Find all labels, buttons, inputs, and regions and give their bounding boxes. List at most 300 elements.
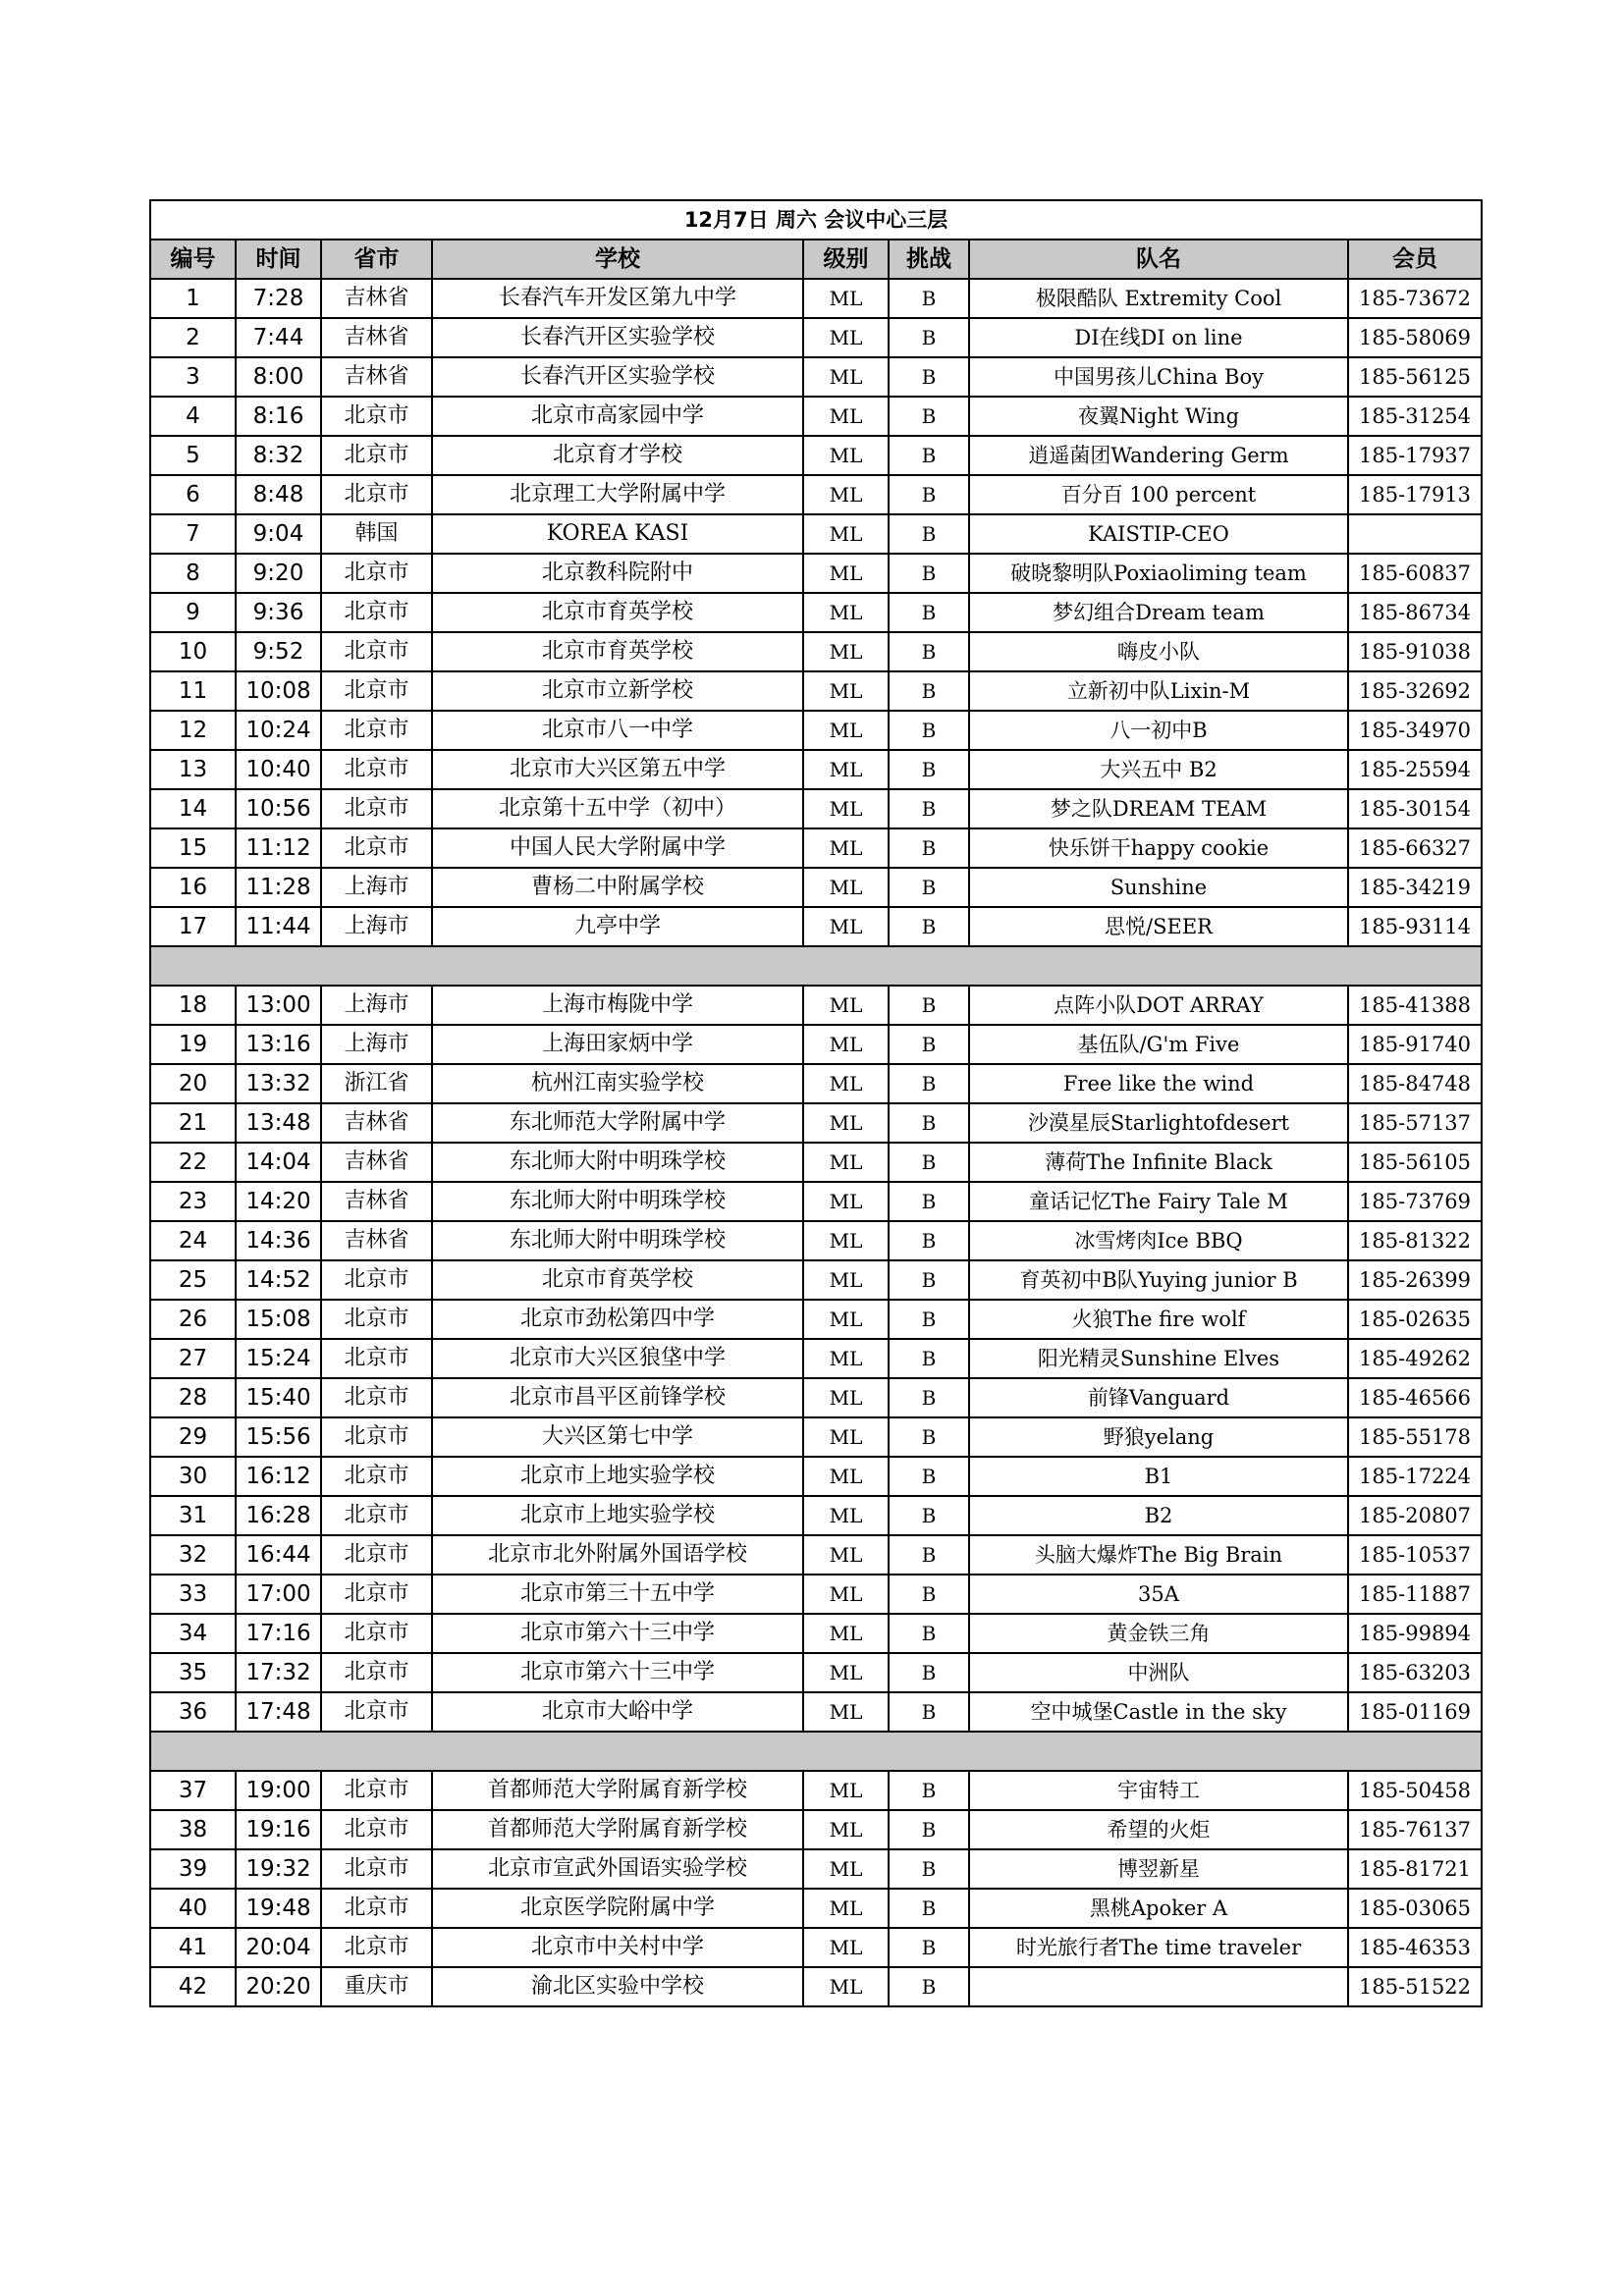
table-row	[150, 318, 1482, 357]
cell-time: 11:28	[236, 868, 321, 907]
cell-number: 20	[150, 1064, 236, 1103]
cell-school: 东北师大附中明珠学校	[432, 1182, 803, 1221]
cell-member: 185-86734	[1348, 593, 1482, 632]
cell-number: 39	[150, 1849, 236, 1889]
cell-team: 点阵小队DOT ARRAY	[969, 986, 1348, 1025]
cell-level: ML	[803, 1182, 889, 1221]
cell-province: 北京市	[321, 1810, 432, 1849]
cell-level: ML	[803, 593, 889, 632]
cell-challenge: B	[889, 1378, 969, 1417]
title-row	[150, 200, 1482, 240]
cell-member	[1348, 514, 1482, 554]
cell-province: 上海市	[321, 1025, 432, 1064]
cell-level: ML	[803, 711, 889, 750]
cell-team: 黑桃Apoker A	[969, 1889, 1348, 1928]
cell-challenge: B	[889, 1417, 969, 1457]
cell-school: KOREA KASI	[432, 514, 803, 554]
cell-member: 185-10537	[1348, 1535, 1482, 1575]
table-row	[150, 1535, 1482, 1575]
cell-province: 北京市	[321, 828, 432, 868]
break-row	[150, 946, 1482, 986]
cell-member: 185-50458	[1348, 1771, 1482, 1810]
cell-school: 东北师大附中明珠学校	[432, 1221, 803, 1260]
cell-level: ML	[803, 318, 889, 357]
cell-school: 北京教科院附中	[432, 554, 803, 593]
break-cell	[150, 946, 1482, 986]
cell-challenge: B	[889, 475, 969, 514]
cell-team: B1	[969, 1457, 1348, 1496]
cell-member: 185-56105	[1348, 1143, 1482, 1182]
cell-challenge: B	[889, 1221, 969, 1260]
cell-province: 北京市	[321, 1457, 432, 1496]
cell-school: 北京市第六十三中学	[432, 1614, 803, 1653]
table-row	[150, 828, 1482, 868]
cell-challenge: B	[889, 397, 969, 436]
cell-time: 13:32	[236, 1064, 321, 1103]
cell-time: 7:44	[236, 318, 321, 357]
cell-challenge: B	[889, 1064, 969, 1103]
cell-member: 185-58069	[1348, 318, 1482, 357]
table-row	[150, 1614, 1482, 1653]
table-row	[150, 514, 1482, 554]
cell-level: ML	[803, 828, 889, 868]
table-row	[150, 1653, 1482, 1692]
table-row	[150, 593, 1482, 632]
cell-time: 17:32	[236, 1653, 321, 1692]
cell-team: 立新初中队Lixin-M	[969, 671, 1348, 711]
cell-number: 29	[150, 1417, 236, 1457]
cell-school: 上海田家炳中学	[432, 1025, 803, 1064]
cell-school: 上海市梅陇中学	[432, 986, 803, 1025]
cell-team: 空中城堡Castle in the sky	[969, 1692, 1348, 1732]
table-row	[150, 671, 1482, 711]
cell-province: 北京市	[321, 1889, 432, 1928]
cell-member: 185-11887	[1348, 1575, 1482, 1614]
cell-province: 北京市	[321, 1614, 432, 1653]
cell-time: 16:28	[236, 1496, 321, 1535]
cell-time: 8:32	[236, 436, 321, 475]
table-row	[150, 1417, 1482, 1457]
cell-number: 22	[150, 1143, 236, 1182]
cell-level: ML	[803, 514, 889, 554]
cell-time: 17:48	[236, 1692, 321, 1732]
cell-province: 吉林省	[321, 279, 432, 318]
cell-school: 东北师范大学附属中学	[432, 1103, 803, 1143]
cell-member: 185-46566	[1348, 1378, 1482, 1417]
cell-province: 北京市	[321, 1928, 432, 1967]
table-row	[150, 1143, 1482, 1182]
cell-level: ML	[803, 1928, 889, 1967]
cell-member: 185-17937	[1348, 436, 1482, 475]
cell-member: 185-49262	[1348, 1339, 1482, 1378]
cell-member: 185-91038	[1348, 632, 1482, 671]
cell-school: 北京市大兴区第五中学	[432, 750, 803, 789]
table-row	[150, 397, 1482, 436]
cell-number: 9	[150, 593, 236, 632]
cell-school: 长春汽开区实验学校	[432, 357, 803, 397]
table-row	[150, 475, 1482, 514]
cell-time: 15:40	[236, 1378, 321, 1417]
cell-time: 16:12	[236, 1457, 321, 1496]
cell-team	[969, 1967, 1348, 2006]
cell-school: 北京市第六十三中学	[432, 1653, 803, 1692]
cell-number: 16	[150, 868, 236, 907]
cell-number: 18	[150, 986, 236, 1025]
cell-level: ML	[803, 1849, 889, 1889]
cell-number: 1	[150, 279, 236, 318]
cell-number: 10	[150, 632, 236, 671]
cell-team: 极限酷队 Extremity Cool	[969, 279, 1348, 318]
cell-time: 11:44	[236, 907, 321, 946]
cell-school: 北京市八一中学	[432, 711, 803, 750]
cell-time: 9:04	[236, 514, 321, 554]
cell-team: 育英初中B队Yuying junior B	[969, 1260, 1348, 1300]
cell-member: 185-55178	[1348, 1417, 1482, 1457]
cell-member: 185-17224	[1348, 1457, 1482, 1496]
cell-school: 北京市大峪中学	[432, 1692, 803, 1732]
cell-school: 北京第十五中学（初中）	[432, 789, 803, 828]
cell-level: ML	[803, 357, 889, 397]
cell-team: 中国男孩儿China Boy	[969, 357, 1348, 397]
cell-level: ML	[803, 868, 889, 907]
table-row	[150, 1221, 1482, 1260]
cell-number: 3	[150, 357, 236, 397]
cell-number: 27	[150, 1339, 236, 1378]
cell-level: ML	[803, 632, 889, 671]
cell-level: ML	[803, 554, 889, 593]
cell-member: 185-73672	[1348, 279, 1482, 318]
cell-team: 头脑大爆炸The Big Brain	[969, 1535, 1348, 1575]
cell-team: 野狼yelang	[969, 1417, 1348, 1457]
cell-challenge: B	[889, 907, 969, 946]
header-province: 省市	[321, 240, 432, 279]
cell-level: ML	[803, 1575, 889, 1614]
cell-team: 薄荷The Infinite Black	[969, 1143, 1348, 1182]
cell-challenge: B	[889, 1614, 969, 1653]
schedule-title: 12月7日 周六 会议中心三层	[150, 200, 1482, 240]
cell-time: 9:52	[236, 632, 321, 671]
cell-school: 北京市育英学校	[432, 593, 803, 632]
cell-level: ML	[803, 1064, 889, 1103]
cell-challenge: B	[889, 1496, 969, 1535]
header-level: 级别	[803, 240, 889, 279]
cell-number: 35	[150, 1653, 236, 1692]
cell-number: 23	[150, 1182, 236, 1221]
cell-time: 9:36	[236, 593, 321, 632]
table-row	[150, 357, 1482, 397]
cell-school: 长春汽车开发区第九中学	[432, 279, 803, 318]
cell-number: 37	[150, 1771, 236, 1810]
cell-challenge: B	[889, 789, 969, 828]
cell-member: 185-57137	[1348, 1103, 1482, 1143]
cell-level: ML	[803, 986, 889, 1025]
cell-number: 26	[150, 1300, 236, 1339]
cell-member: 185-01169	[1348, 1692, 1482, 1732]
cell-school: 北京市上地实验学校	[432, 1496, 803, 1535]
cell-time: 15:56	[236, 1417, 321, 1457]
cell-member: 185-60837	[1348, 554, 1482, 593]
cell-team: 沙漠星辰Starlightofdesert	[969, 1103, 1348, 1143]
cell-province: 上海市	[321, 868, 432, 907]
cell-time: 13:00	[236, 986, 321, 1025]
cell-number: 36	[150, 1692, 236, 1732]
table-row	[150, 1575, 1482, 1614]
cell-school: 北京市育英学校	[432, 1260, 803, 1300]
cell-team: 黄金铁三角	[969, 1614, 1348, 1653]
cell-team: B2	[969, 1496, 1348, 1535]
cell-school: 曹杨二中附属学校	[432, 868, 803, 907]
cell-level: ML	[803, 1889, 889, 1928]
cell-challenge: B	[889, 357, 969, 397]
header-team: 队名	[969, 240, 1348, 279]
table-row	[150, 1300, 1482, 1339]
table-row	[150, 1889, 1482, 1928]
cell-member: 185-20807	[1348, 1496, 1482, 1535]
cell-member: 185-41388	[1348, 986, 1482, 1025]
cell-province: 北京市	[321, 1339, 432, 1378]
cell-challenge: B	[889, 1575, 969, 1614]
cell-member: 185-76137	[1348, 1810, 1482, 1849]
cell-province: 北京市	[321, 1496, 432, 1535]
cell-team: 夜翼Night Wing	[969, 397, 1348, 436]
cell-number: 8	[150, 554, 236, 593]
header-school: 学校	[432, 240, 803, 279]
cell-number: 31	[150, 1496, 236, 1535]
table-row	[150, 1692, 1482, 1732]
cell-time: 14:36	[236, 1221, 321, 1260]
cell-time: 14:52	[236, 1260, 321, 1300]
cell-challenge: B	[889, 671, 969, 711]
cell-team: DI在线DI on line	[969, 318, 1348, 357]
cell-challenge: B	[889, 1889, 969, 1928]
cell-level: ML	[803, 397, 889, 436]
cell-challenge: B	[889, 1103, 969, 1143]
cell-team: 宇宙特工	[969, 1771, 1348, 1810]
cell-team: 快乐饼干happy cookie	[969, 828, 1348, 868]
cell-challenge: B	[889, 632, 969, 671]
cell-time: 10:08	[236, 671, 321, 711]
cell-challenge: B	[889, 1535, 969, 1575]
cell-number: 21	[150, 1103, 236, 1143]
cell-level: ML	[803, 1300, 889, 1339]
cell-school: 东北师大附中明珠学校	[432, 1143, 803, 1182]
cell-number: 2	[150, 318, 236, 357]
cell-time: 9:20	[236, 554, 321, 593]
cell-member: 185-32692	[1348, 671, 1482, 711]
cell-challenge: B	[889, 1339, 969, 1378]
break-row	[150, 1732, 1482, 1771]
cell-school: 北京市昌平区前锋学校	[432, 1378, 803, 1417]
cell-number: 34	[150, 1614, 236, 1653]
cell-number: 13	[150, 750, 236, 789]
cell-challenge: B	[889, 514, 969, 554]
cell-time: 11:12	[236, 828, 321, 868]
cell-team: 逍遥菌团Wandering Germ	[969, 436, 1348, 475]
cell-time: 15:24	[236, 1339, 321, 1378]
cell-school: 九亭中学	[432, 907, 803, 946]
table-row	[150, 1025, 1482, 1064]
cell-level: ML	[803, 1614, 889, 1653]
cell-province: 吉林省	[321, 318, 432, 357]
cell-challenge: B	[889, 554, 969, 593]
cell-time: 15:08	[236, 1300, 321, 1339]
cell-level: ML	[803, 1692, 889, 1732]
cell-province: 北京市	[321, 1535, 432, 1575]
table-row	[150, 279, 1482, 318]
table-row	[150, 554, 1482, 593]
cell-number: 12	[150, 711, 236, 750]
cell-province: 上海市	[321, 986, 432, 1025]
cell-number: 38	[150, 1810, 236, 1849]
cell-level: ML	[803, 436, 889, 475]
cell-member: 185-56125	[1348, 357, 1482, 397]
cell-team: 前锋Vanguard	[969, 1378, 1348, 1417]
cell-challenge: B	[889, 1810, 969, 1849]
cell-member: 185-30154	[1348, 789, 1482, 828]
cell-number: 32	[150, 1535, 236, 1575]
table-row	[150, 436, 1482, 475]
cell-time: 13:48	[236, 1103, 321, 1143]
cell-time: 20:04	[236, 1928, 321, 1967]
header-row	[150, 240, 1482, 279]
table-row	[150, 711, 1482, 750]
cell-level: ML	[803, 1457, 889, 1496]
cell-school: 北京市上地实验学校	[432, 1457, 803, 1496]
cell-team: 火狼The fire wolf	[969, 1300, 1348, 1339]
cell-challenge: B	[889, 1928, 969, 1967]
cell-member: 185-02635	[1348, 1300, 1482, 1339]
cell-time: 10:24	[236, 711, 321, 750]
cell-challenge: B	[889, 1182, 969, 1221]
cell-challenge: B	[889, 593, 969, 632]
cell-member: 185-34970	[1348, 711, 1482, 750]
cell-team: 博翌新星	[969, 1849, 1348, 1889]
cell-province: 吉林省	[321, 1221, 432, 1260]
cell-challenge: B	[889, 1143, 969, 1182]
cell-province: 吉林省	[321, 1143, 432, 1182]
cell-member: 185-93114	[1348, 907, 1482, 946]
cell-level: ML	[803, 1535, 889, 1575]
cell-level: ML	[803, 475, 889, 514]
cell-team: 阳光精灵Sunshine Elves	[969, 1339, 1348, 1378]
cell-team: Free like the wind	[969, 1064, 1348, 1103]
cell-number: 19	[150, 1025, 236, 1064]
cell-challenge: B	[889, 1653, 969, 1692]
cell-school: 长春汽开区实验学校	[432, 318, 803, 357]
cell-school: 首都师范大学附属育新学校	[432, 1810, 803, 1849]
cell-team: 希望的火炬	[969, 1810, 1348, 1849]
cell-school: 北京市宣武外国语实验学校	[432, 1849, 803, 1889]
cell-time: 17:00	[236, 1575, 321, 1614]
cell-member: 185-81721	[1348, 1849, 1482, 1889]
cell-school: 北京市北外附属外国语学校	[432, 1535, 803, 1575]
cell-level: ML	[803, 1221, 889, 1260]
table-body	[150, 279, 1482, 2006]
cell-school: 首都师范大学附属育新学校	[432, 1771, 803, 1810]
cell-level: ML	[803, 789, 889, 828]
cell-number: 33	[150, 1575, 236, 1614]
cell-level: ML	[803, 1378, 889, 1417]
cell-province: 上海市	[321, 907, 432, 946]
cell-number: 7	[150, 514, 236, 554]
cell-province: 吉林省	[321, 1103, 432, 1143]
cell-school: 北京医学院附属中学	[432, 1889, 803, 1928]
cell-challenge: B	[889, 1457, 969, 1496]
break-cell	[150, 1732, 1482, 1771]
cell-level: ML	[803, 1025, 889, 1064]
cell-number: 41	[150, 1928, 236, 1967]
table-row	[150, 1810, 1482, 1849]
cell-time: 19:48	[236, 1889, 321, 1928]
table-row	[150, 1771, 1482, 1810]
cell-province: 韩国	[321, 514, 432, 554]
table-row	[150, 1182, 1482, 1221]
cell-province: 北京市	[321, 1378, 432, 1417]
cell-level: ML	[803, 750, 889, 789]
header-time: 时间	[236, 240, 321, 279]
cell-member: 185-34219	[1348, 868, 1482, 907]
table-row	[150, 632, 1482, 671]
cell-number: 14	[150, 789, 236, 828]
cell-member: 185-17913	[1348, 475, 1482, 514]
schedule-table	[149, 199, 1483, 2007]
cell-province: 北京市	[321, 711, 432, 750]
cell-time: 7:28	[236, 279, 321, 318]
cell-school: 北京市育英学校	[432, 632, 803, 671]
table-row	[150, 1967, 1482, 2006]
cell-level: ML	[803, 1260, 889, 1300]
cell-level: ML	[803, 1496, 889, 1535]
cell-time: 19:16	[236, 1810, 321, 1849]
cell-team: 大兴五中 B2	[969, 750, 1348, 789]
cell-province: 北京市	[321, 1300, 432, 1339]
cell-province: 浙江省	[321, 1064, 432, 1103]
table-row	[150, 868, 1482, 907]
cell-school: 渝北区实验中学校	[432, 1967, 803, 2006]
cell-school: 大兴区第七中学	[432, 1417, 803, 1457]
cell-team: 冰雪烤肉Ice BBQ	[969, 1221, 1348, 1260]
cell-school: 中国人民大学附属中学	[432, 828, 803, 868]
cell-member: 185-31254	[1348, 397, 1482, 436]
cell-challenge: B	[889, 1771, 969, 1810]
cell-province: 北京市	[321, 1653, 432, 1692]
cell-school: 北京市第三十五中学	[432, 1575, 803, 1614]
cell-province: 北京市	[321, 475, 432, 514]
cell-member: 185-25594	[1348, 750, 1482, 789]
cell-team: 梦幻组合Dream team	[969, 593, 1348, 632]
cell-school: 杭州江南实验学校	[432, 1064, 803, 1103]
cell-team: 童话记忆The Fairy Tale M	[969, 1182, 1348, 1221]
table-row	[150, 1064, 1482, 1103]
table-row	[150, 1378, 1482, 1417]
cell-team: 百分百 100 percent	[969, 475, 1348, 514]
cell-member: 185-46353	[1348, 1928, 1482, 1967]
cell-school: 北京市高家园中学	[432, 397, 803, 436]
cell-time: 19:32	[236, 1849, 321, 1889]
cell-level: ML	[803, 1417, 889, 1457]
cell-member: 185-84748	[1348, 1064, 1482, 1103]
cell-challenge: B	[889, 1025, 969, 1064]
cell-number: 42	[150, 1967, 236, 2006]
cell-province: 北京市	[321, 671, 432, 711]
cell-school: 北京市中关村中学	[432, 1928, 803, 1967]
cell-member: 185-99894	[1348, 1614, 1482, 1653]
cell-number: 25	[150, 1260, 236, 1300]
table-row	[150, 986, 1482, 1025]
cell-province: 北京市	[321, 750, 432, 789]
cell-province: 吉林省	[321, 1182, 432, 1221]
cell-number: 6	[150, 475, 236, 514]
